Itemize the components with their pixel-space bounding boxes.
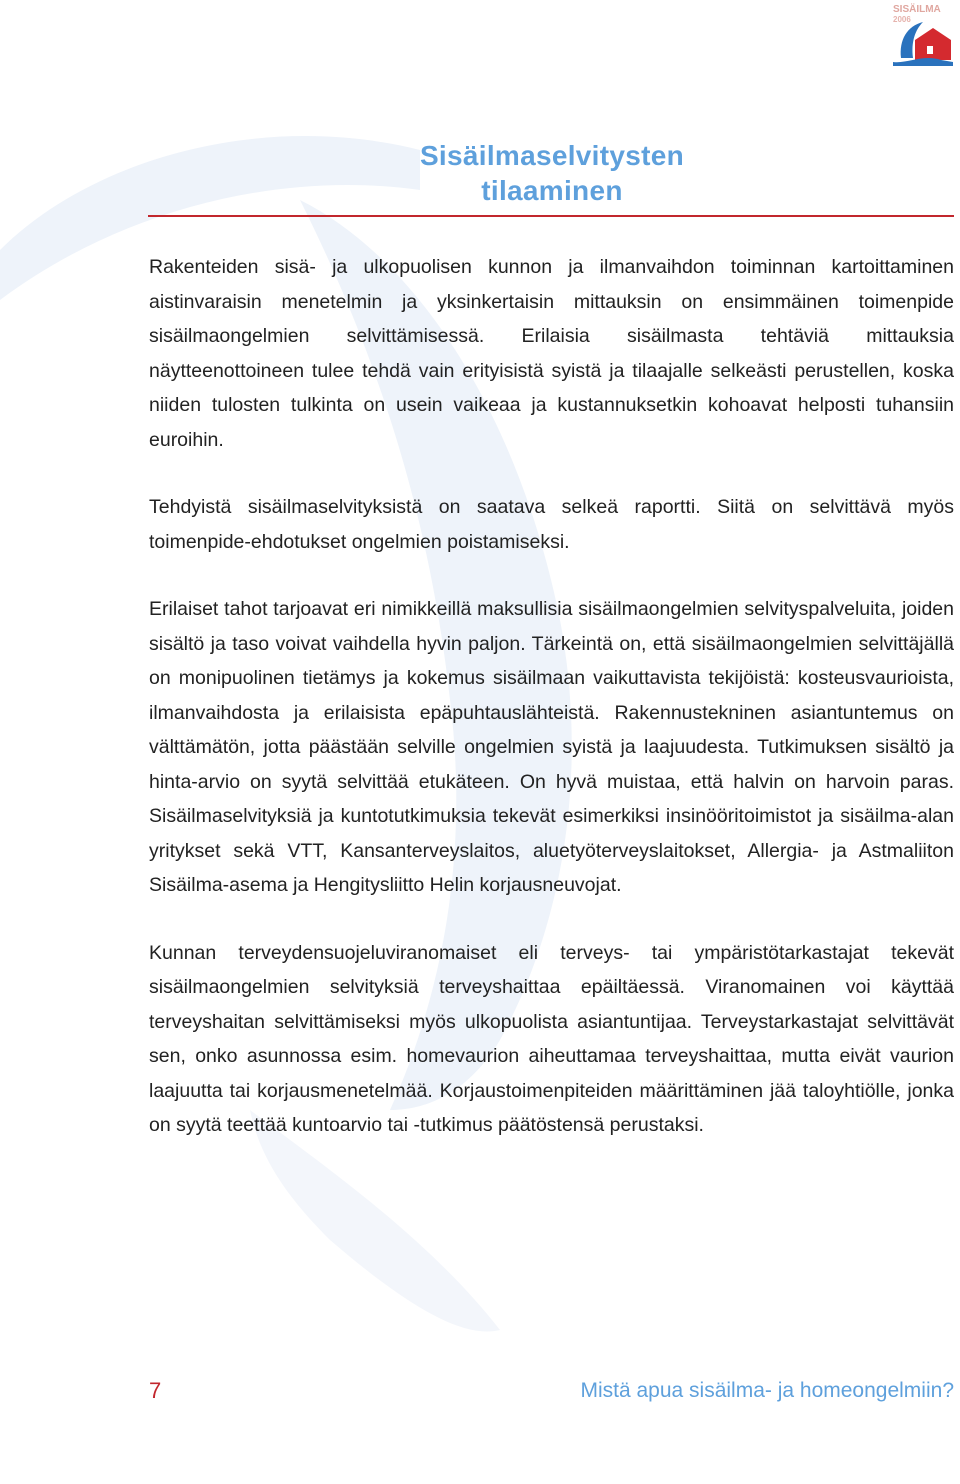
page-title-line2: tilaaminen <box>481 175 623 206</box>
logo-line2: 2006 <box>893 15 911 24</box>
sisailma-logo <box>893 4 953 66</box>
paragraph-3: Erilaiset tahot tarjoavat eri nimikkeillä maksullisia sisäilmaongelmien selvityspalveluita, joiden sisältö ja taso voivat vaihdella hyvin paljon. Tärkeintä on, että sisäilmaongelmien selvittäjällä on monipuolinen tietämys ja kokemus sisäilmaan vaikuttavista tekijöistä: kosteusvaurioista, ilmanvaihdosta ja erilaisista epäpuhtauslähteistä. Rakennustekninen asiantuntemus on välttämätön, jotta päästään selville ongelmien syistä ja laajuudesta. Tutkimuksen sisältö ja hinta-arvio on syytä selvittää etukäteen. On hyvä muistaa, että halvin on harvoin paras. Sisäilmaselvityksiä ja kuntotutkimuksia tekevät esimerkiksi insinööritoimistot ja sisäilma-alan yritykset sekä VTT, Kansanterveyslaitos, aluetyöterveyslaitokset, Allergia- ja Astmaliiton Sisäilma-asema ja Hengitysliitto Helin korjausneuvojat. <box>149 598 954 896</box>
paragraph-2: Tehdyistä sisäilmaselvityksistä on saatava selkeä raportti. Siitä on selvittävä myös toimenpide-ehdotukset ongelmien poistamiseksi. <box>149 496 954 553</box>
page-title-line1: Sisäilmaselvitysten <box>419 140 685 171</box>
page-title <box>330 138 774 208</box>
paragraph-1: Rakenteiden sisä- ja ulkopuolisen kunnon ja ilmanvaihdon toiminnan kartoittaminen aistinvaraisin menetelmin ja yksinkertaisin mittauksin on ensimmäinen toimenpide sisäilmaongelmien selvittämisessä. Erilaisia sisäilmasta tehtäviä mittauksia näytteenottoineen tulee tehdä vain erityisistä syistä ja tilaajalle selkeästi perustellen, koska niiden tulosten tulkinta on usein vaikeaa ja kustannuksetkin kohoavat helposti tuhansiin euroihin. <box>149 256 954 451</box>
page-number: 7 <box>149 1378 162 1403</box>
body-text <box>149 250 954 1143</box>
title-divider <box>148 215 954 217</box>
paragraph-4: Kunnan terveydensuojeluviranomaiset eli terveys- tai ympäristötarkastajat tekevät sisäilmaongelmien selvityksiä terveyshaittaa epäiltäessä. Viranomainen voi käyttää terveyshaitan selvittämiseksi myös ulkopuolista asiantuntijaa. Terveystarkastajat selvittävät sen, onko asunnossa esim. homevaurion aiheuttamaa terveyshaittaa, mutta eivät vaurion laajuutta tai korjausmenetelmää. Korjaustoimenpiteiden määrittäminen jää taloyhtiölle, jonka on syytä teettää kuntoarvio tai -tutkimus päätöstensä perustaksi. <box>149 941 954 1136</box>
house-swoosh-icon <box>893 18 953 66</box>
logo-line1: SISÄILMA <box>893 4 941 15</box>
publication-title: Mistä apua sisäilma- ja homeongelmiin? <box>580 1379 954 1402</box>
